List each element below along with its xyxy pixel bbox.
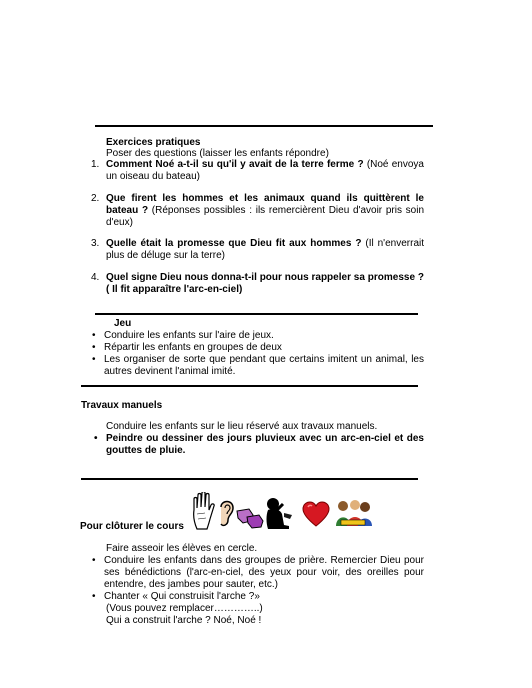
- question-number: 2.: [91, 193, 100, 204]
- travaux-bullet: • Peindre ou dessiner des jours pluvieux avec un arc-en-ciel et des gouttes de pluie.: [106, 433, 424, 457]
- hand-icon: [191, 492, 217, 530]
- question-text: Quelle était la promesse que Dieu fit aux hommes ?: [106, 238, 362, 249]
- feet-icon: [235, 505, 265, 529]
- question-text: Quel signe Dieu nous donna-t-il pour nous rappeler sa promesse ? ( Il fit apparaître l'arc-en-ciel): [106, 272, 424, 295]
- ear-icon: [218, 497, 236, 529]
- exercices-intro: Poser des questions (laisser les enfants répondre): [106, 148, 329, 159]
- cloture-bullet: • Conduire les enfants dans des groupes de prière. Remercier Dieu pour ses bénédictions (l'arc-en-ciel, des yeux pour voir, des oreilles pour entendre, des jambes pour sauter, etc.): [104, 555, 424, 591]
- question-answer: (Réponses possibles : ils remercièrent Dieu d'avoir pris soin d'eux): [106, 205, 425, 228]
- divider-travaux: [81, 385, 418, 387]
- question-3: [91, 238, 425, 262]
- divider-top: [95, 125, 433, 127]
- divider-jeu: [95, 313, 418, 315]
- question-number: 1.: [91, 159, 100, 170]
- jeu-item: • Les organiser de sorte que pendant que certains imitent un animal, les autres devinent l'animal imité.: [104, 354, 424, 378]
- question-text: Que firent les hommes et les animaux quand ils quittèrent le bateau ?: [106, 193, 424, 216]
- song-line: (Vous pouvez remplacer…………..): [106, 603, 263, 614]
- exercices-title: Exercices pratiques: [106, 137, 201, 148]
- children-group-icon: [333, 498, 373, 528]
- question-number: 3.: [91, 238, 100, 249]
- jeu-item: • Conduire les enfants sur l'aire de jeux.: [104, 330, 274, 342]
- song-line: Qui a construit l'arche ? Noé, Noé !: [106, 615, 262, 626]
- question-4: [91, 272, 424, 296]
- question-number: 4.: [91, 272, 100, 283]
- travaux-title: Travaux manuels: [81, 400, 163, 411]
- question-answer: (Il n'enverrait plus de déluge sur la terre): [106, 238, 425, 261]
- praying-child-icon: [264, 495, 294, 529]
- heart-icon: [302, 501, 330, 527]
- cloture-title: Pour clôturer le cours: [80, 521, 184, 532]
- question-text: Comment Noé a-t-il su qu'il y avait de la terre ferme ?: [106, 159, 364, 170]
- question-1: [91, 159, 424, 183]
- cloture-intro: Faire asseoir les élèves en cercle.: [106, 543, 258, 554]
- divider-cloture: [81, 478, 418, 480]
- jeu-title: Jeu: [114, 318, 132, 329]
- jeu-item: • Répartir les enfants en groupes de deux: [104, 342, 282, 354]
- travaux-intro: Conduire les enfants sur le lieu réservé aux travaux manuels.: [106, 421, 378, 432]
- question-2: [91, 193, 425, 229]
- cloture-bullet: • Chanter « Qui construisit l'arche ?»: [104, 591, 260, 603]
- question-answer: (Noé envoya un oiseau du bateau): [106, 159, 424, 182]
